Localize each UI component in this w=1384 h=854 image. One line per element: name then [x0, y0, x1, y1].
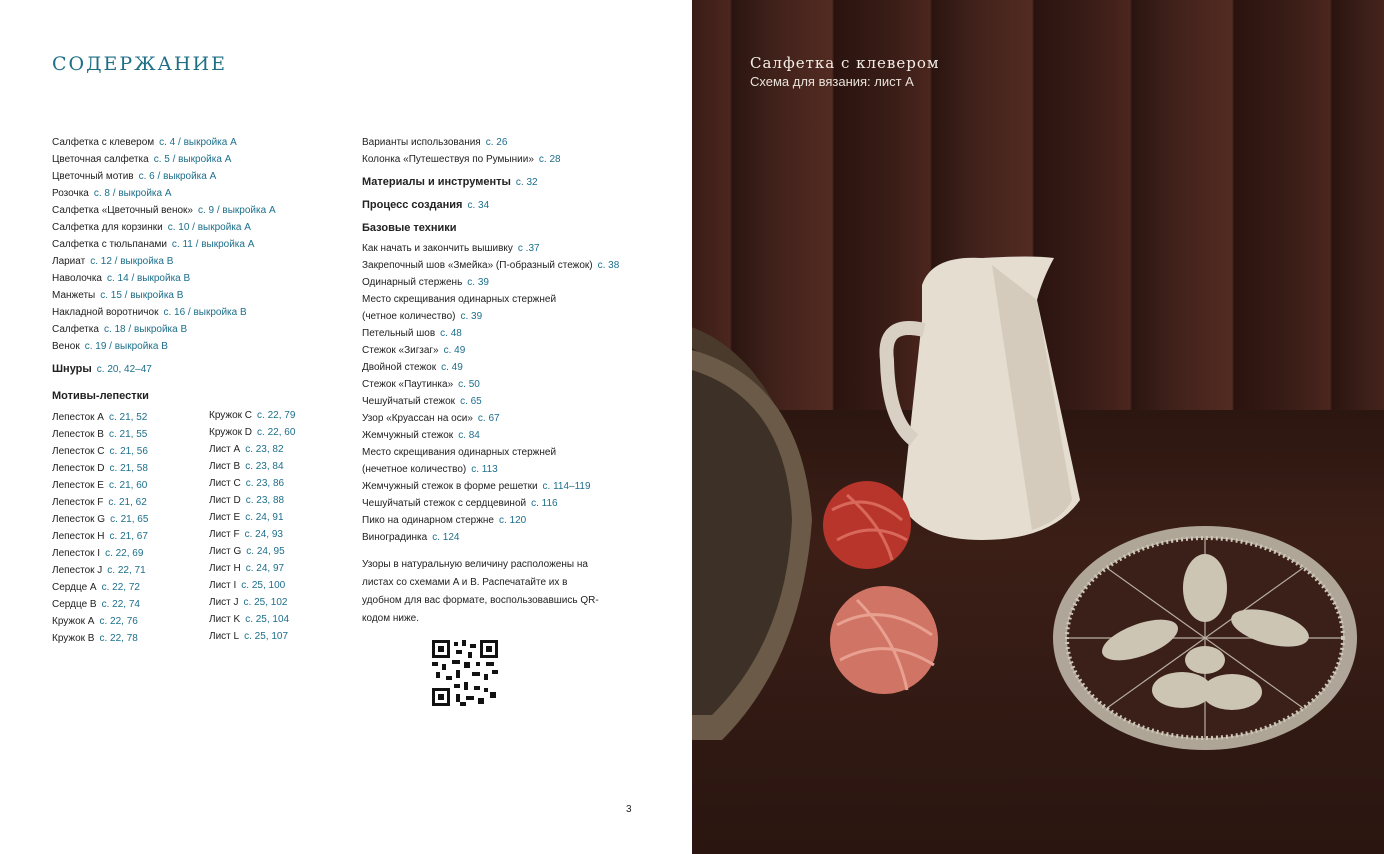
- entry-title: Салфетка для корзинки: [52, 222, 163, 233]
- entry-title: Закрепочный шов «Змейка» (П-образный стежок): [362, 260, 593, 271]
- contents-entry[interactable]: [209, 611, 359, 628]
- contents-entry[interactable]: [362, 529, 682, 546]
- entry-page: с. 50: [458, 379, 480, 390]
- section-heading-basics: Базовые техники: [362, 222, 457, 234]
- qr-code[interactable]: [432, 640, 498, 706]
- contents-entry[interactable]: [362, 342, 682, 359]
- contents-column-motifs-2: [209, 407, 359, 645]
- contents-entry[interactable]: [52, 460, 202, 477]
- entry-page: с. 24, 95: [246, 546, 285, 557]
- contents-entry[interactable]: [209, 628, 359, 645]
- entry-page: с. 12 / выкройка B: [90, 256, 174, 267]
- entry-title: Процесс создания: [362, 199, 463, 211]
- entry-page: с. 48: [440, 328, 462, 339]
- contents-entry[interactable]: [362, 308, 682, 325]
- contents-entry[interactable]: [52, 151, 352, 168]
- entry-title: Лист B: [209, 461, 241, 472]
- contents-entry[interactable]: [52, 545, 202, 562]
- entry-title: Виноградинка: [362, 532, 428, 543]
- contents-entry[interactable]: [362, 495, 682, 512]
- still-life-photo: [692, 0, 1384, 854]
- entry-page: с. 19 / выкройка B: [84, 341, 168, 352]
- entry-title: Цветочная салфетка: [52, 154, 149, 165]
- photo-caption-title: Салфетка с клевером: [750, 54, 940, 72]
- entry-page: с. 20, 42–47: [96, 364, 152, 375]
- entry-page: с. 10 / выкройка A: [167, 222, 251, 233]
- entry-page: с. 22, 76: [99, 616, 138, 627]
- contents-entry[interactable]: [52, 168, 352, 185]
- contents-entry[interactable]: [209, 594, 359, 611]
- entry-title: Узор «Круассан на оси»: [362, 413, 473, 424]
- entry-page: с. 24, 91: [245, 512, 284, 523]
- entry-title: Лист D: [209, 495, 241, 506]
- entry-page: с. 32: [515, 177, 538, 188]
- entry-title: Цветочный мотив: [52, 171, 134, 182]
- entry-title: Венок: [52, 341, 80, 352]
- entry-page: с. 124: [432, 532, 460, 543]
- entry-page: с. 120: [498, 515, 527, 526]
- contents-entry[interactable]: [209, 441, 359, 458]
- entry-title: Лепесток G: [52, 514, 106, 525]
- contents-entry[interactable]: [362, 359, 682, 376]
- contents-entry[interactable]: [52, 321, 352, 338]
- entry-title: Варианты использования: [362, 137, 481, 148]
- contents-entry[interactable]: [52, 630, 202, 647]
- entry-title: Лепесток D: [52, 463, 105, 474]
- section-heading-motifs: Мотивы-лепестки: [52, 390, 149, 402]
- entry-title: Двойной стежок: [362, 362, 437, 373]
- contents-entry[interactable]: [362, 410, 682, 427]
- contents-entry[interactable]: [362, 444, 682, 461]
- entry-title: (нечетное количество): [362, 464, 467, 475]
- contents-entry[interactable]: [209, 509, 359, 526]
- entry-page: с. 24, 97: [245, 563, 285, 574]
- contents-entry[interactable]: [52, 409, 202, 426]
- entry-page: с. 11 / выкройка A: [171, 239, 255, 250]
- entry-title: Лепесток B: [52, 429, 104, 440]
- entry-page: с. 21, 62: [108, 497, 147, 508]
- contents-entry[interactable]: [362, 240, 682, 257]
- entry-title: Чешуйчатый стежок с сердцевиной: [362, 498, 527, 509]
- contents-entry[interactable]: [362, 393, 682, 410]
- entry-title: Колонка «Путешествуя по Румынии»: [362, 154, 534, 165]
- contents-column-motifs-1: [52, 409, 202, 647]
- entry-page: с. 39: [467, 277, 489, 288]
- entry-page: с. 9 / выкройка A: [197, 205, 276, 216]
- entry-title: Стежок «Паутинка»: [362, 379, 454, 390]
- contents-entry[interactable]: [362, 151, 682, 168]
- photo-page: [692, 0, 1384, 854]
- entry-title: Лист G: [209, 546, 242, 557]
- contents-entry[interactable]: [362, 325, 682, 342]
- entry-title: Салфетка «Цветочный венок»: [52, 205, 193, 216]
- entry-page: с. 22, 71: [107, 565, 146, 576]
- contents-entry[interactable]: [362, 512, 682, 529]
- page-title: СОДЕРЖАНИЕ: [52, 53, 227, 75]
- entry-page: с. 34: [467, 200, 490, 211]
- entry-title: Кружок C: [209, 410, 253, 421]
- page-number: 3: [626, 804, 632, 815]
- contents-entry[interactable]: [52, 134, 352, 151]
- entry-page: с. 21, 56: [109, 446, 148, 457]
- contents-entry[interactable]: [52, 528, 202, 545]
- entry-page: с. 22, 78: [99, 633, 138, 644]
- entry-title: Лепесток E: [52, 480, 104, 491]
- contents-entry[interactable]: [52, 202, 352, 219]
- entry-title: Место скрещивания одинарных стержней: [362, 447, 557, 458]
- entry-page: с. 21, 67: [109, 531, 148, 542]
- entry-page: с. 14 / выкройка B: [106, 273, 191, 284]
- contents-entry-materials[interactable]: [362, 174, 682, 191]
- contents-entry[interactable]: [52, 477, 202, 494]
- entry-page: с. 113: [471, 464, 498, 475]
- entry-page: с. 4 / выкройка A: [159, 137, 237, 148]
- entry-page: с. 21, 60: [108, 480, 148, 491]
- entry-page: с. 21, 65: [110, 514, 149, 525]
- contents-column-projects: [52, 134, 352, 405]
- entry-title: Лист C: [209, 478, 241, 489]
- contents-entry[interactable]: [209, 424, 359, 441]
- contents-entry[interactable]: [362, 427, 682, 444]
- contents-entry[interactable]: [52, 426, 202, 443]
- entry-page: с. 22, 72: [101, 582, 140, 593]
- entry-title: Салфетка: [52, 324, 99, 335]
- contents-entry-cords[interactable]: [52, 361, 352, 378]
- entry-title: Одинарный стержень: [362, 277, 463, 288]
- entry-title: Чешуйчатый стежок: [362, 396, 456, 407]
- entry-title: Кружок A: [52, 616, 95, 627]
- entry-page: с. 25, 102: [243, 597, 288, 608]
- photo-caption-subtitle: Схема для вязания: лист A: [750, 74, 914, 89]
- entry-title: Лепесток J: [52, 565, 103, 576]
- entry-title: Лепесток A: [52, 412, 104, 423]
- entry-page: с. 22, 79: [257, 410, 296, 421]
- entry-title: Лист A: [209, 444, 241, 455]
- contents-entry[interactable]: [52, 562, 202, 579]
- entry-title: Сердце B: [52, 599, 97, 610]
- entry-page: с. 25, 107: [244, 631, 288, 642]
- contents-entry[interactable]: [209, 526, 359, 543]
- entry-page: с. 25, 104: [245, 614, 290, 625]
- contents-entry[interactable]: [209, 543, 359, 560]
- entry-page: с. 23, 84: [245, 461, 284, 472]
- entry-page: с. 8 / выкройка A: [93, 188, 172, 199]
- entry-title: Лист L: [209, 631, 240, 642]
- entry-page: с. 65: [460, 396, 482, 407]
- entry-page: с. 23, 82: [245, 444, 284, 455]
- entry-page: с. 28: [538, 154, 561, 165]
- entry-title: Накладной воротничок: [52, 307, 159, 318]
- contents-entry[interactable]: [52, 304, 352, 321]
- contents-entry[interactable]: [52, 579, 202, 596]
- entry-page: с. 49: [443, 345, 466, 356]
- entry-title: Стежок «Зигзаг»: [362, 345, 439, 356]
- entry-page: с. 22, 69: [105, 548, 144, 559]
- entry-title: Лепесток F: [52, 497, 104, 508]
- contents-column-techniques: [362, 134, 682, 628]
- contents-entry[interactable]: [362, 461, 682, 478]
- entry-title: Наволочка: [52, 273, 102, 284]
- contents-entry[interactable]: [52, 494, 202, 511]
- contents-entry[interactable]: [52, 270, 352, 287]
- entry-page: с. 21, 58: [109, 463, 148, 474]
- contents-entry[interactable]: [52, 185, 352, 202]
- contents-entry[interactable]: [52, 511, 202, 528]
- entry-page: с. 21, 52: [108, 412, 148, 423]
- entry-page: с. 23, 86: [245, 478, 285, 489]
- entry-page: с. 22, 74: [101, 599, 140, 610]
- entry-title: Лист F: [209, 529, 240, 540]
- contents-entry[interactable]: [52, 287, 352, 304]
- entry-title: Кружок D: [209, 427, 253, 438]
- entry-title: Лепесток H: [52, 531, 105, 542]
- contents-entry[interactable]: [209, 560, 359, 577]
- entry-page: с. 114–119: [542, 481, 591, 492]
- entry-page: с. 25, 100: [241, 580, 286, 591]
- entry-title: Лист K: [209, 614, 241, 625]
- entry-page: с. 6 / выкройка A: [138, 171, 217, 182]
- contents-entry-process[interactable]: [362, 197, 682, 214]
- entry-page: с .37: [517, 243, 540, 254]
- entry-page: с. 21, 55: [108, 429, 148, 440]
- contents-entry[interactable]: [362, 257, 682, 274]
- contents-entry[interactable]: [362, 376, 682, 393]
- entry-page: с. 26: [485, 137, 508, 148]
- contents-entry[interactable]: [52, 253, 352, 270]
- contents-entry[interactable]: [209, 577, 359, 594]
- contents-entry[interactable]: [52, 236, 352, 253]
- entry-page: с. 67: [477, 413, 500, 424]
- contents-entry[interactable]: [209, 475, 359, 492]
- entry-title: Петельный шов: [362, 328, 436, 339]
- entry-title: Лист E: [209, 512, 241, 523]
- contents-entry[interactable]: [52, 596, 202, 613]
- contents-entry[interactable]: [209, 492, 359, 509]
- entry-title: Пико на одинарном стержне: [362, 515, 494, 526]
- entry-page: с. 116: [531, 498, 558, 509]
- entry-page: с. 39: [460, 311, 483, 322]
- entry-title: Материалы и инструменты: [362, 176, 511, 188]
- entry-page: с. 5 / выкройка A: [153, 154, 232, 165]
- entry-title: Как начать и закончить вышивку: [362, 243, 513, 254]
- entry-title: Салфетка с клевером: [52, 137, 155, 148]
- entry-title: Лист J: [209, 597, 239, 608]
- entry-page: с. 15 / выкройка B: [100, 290, 184, 301]
- entry-page: с. 22, 60: [257, 427, 296, 438]
- contents-entry[interactable]: [209, 458, 359, 475]
- entry-title: Жемчужный стежок: [362, 430, 454, 441]
- patterns-note: Узоры в натуральную величину расположены на листах со схемами A и B. Распечатайте их в удобном для вас формате, воспользовавшись QR-кодом ниже.: [362, 559, 599, 624]
- contents-entry[interactable]: [52, 443, 202, 460]
- entry-title: Шнуры: [52, 363, 92, 375]
- entry-title: Кружок B: [52, 633, 95, 644]
- entry-page: с. 49: [441, 362, 463, 373]
- entry-title: Лепесток C: [52, 446, 105, 457]
- contents-entry[interactable]: [362, 134, 682, 151]
- contents-entry[interactable]: [52, 338, 352, 355]
- contents-entry[interactable]: [52, 219, 352, 236]
- entry-title: Лепесток I: [52, 548, 101, 559]
- entry-page: с. 23, 88: [245, 495, 285, 506]
- entry-title: (четное количество): [362, 311, 456, 322]
- contents-entry[interactable]: [362, 274, 682, 291]
- contents-entry[interactable]: [209, 407, 359, 424]
- entry-page: с. 24, 93: [244, 529, 283, 540]
- entry-title: Розочка: [52, 188, 89, 199]
- entry-title: Лариат: [52, 256, 86, 267]
- entry-title: Сердце A: [52, 582, 97, 593]
- entry-title: Манжеты: [52, 290, 96, 301]
- entry-title: Место скрещивания одинарных стержней: [362, 294, 557, 305]
- entry-title: Лист H: [209, 563, 241, 574]
- entry-page: с. 16 / выкройка B: [163, 307, 247, 318]
- contents-entry[interactable]: [362, 291, 682, 308]
- contents-entry[interactable]: [362, 478, 682, 495]
- contents-entry[interactable]: [52, 613, 202, 630]
- entry-page: с. 18 / выкройка B: [103, 324, 188, 335]
- entry-title: Салфетка с тюльпанами: [52, 239, 167, 250]
- entry-title: Лист I: [209, 580, 237, 591]
- entry-title: Жемчужный стежок в форме решетки: [362, 481, 538, 492]
- entry-page: с. 38: [597, 260, 620, 271]
- entry-page: с. 84: [458, 430, 480, 441]
